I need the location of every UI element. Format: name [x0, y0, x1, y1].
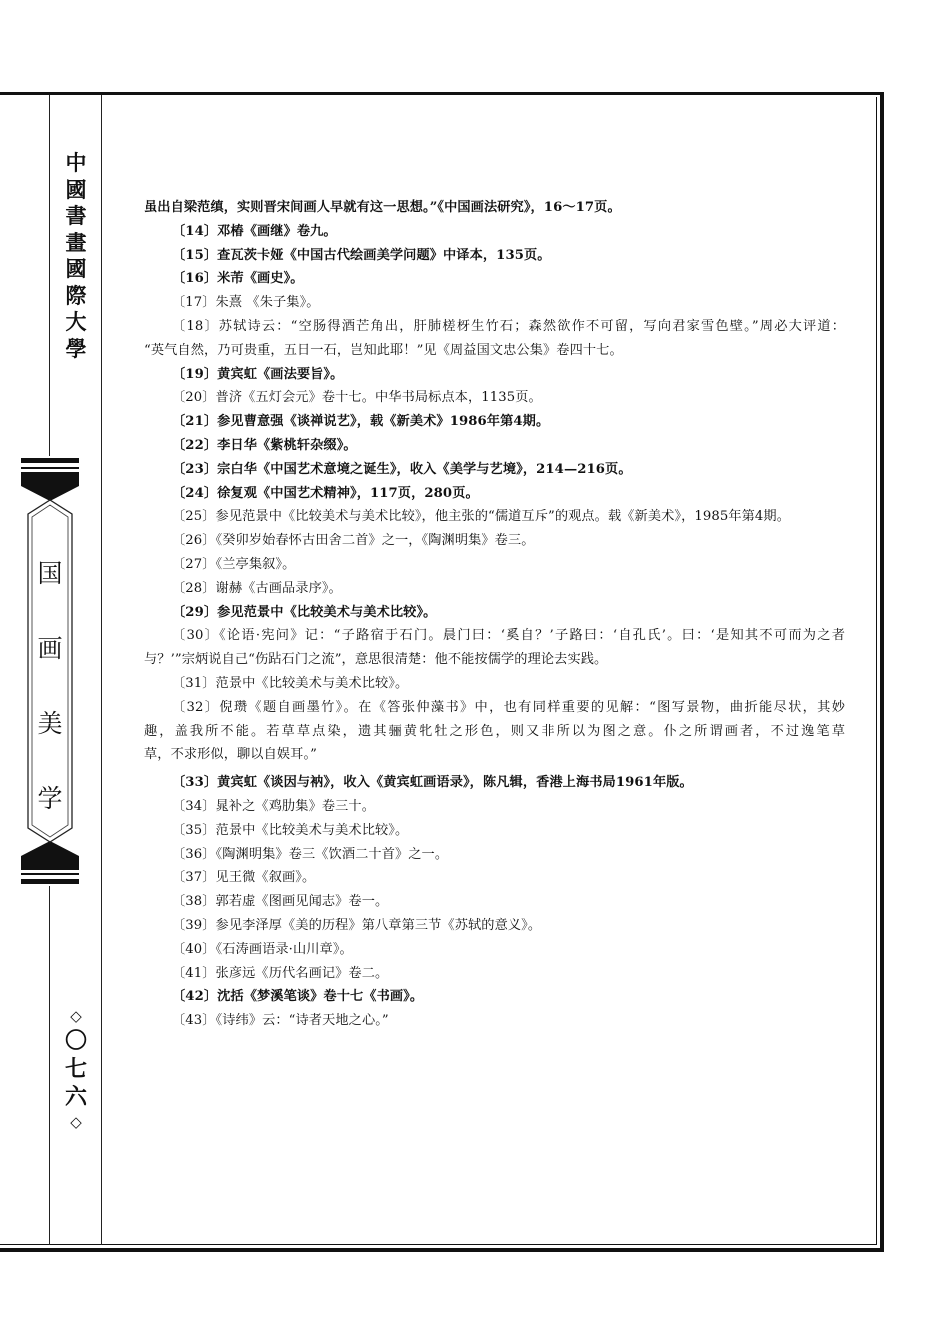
page-frame-bottom-inner [0, 1244, 877, 1245]
note-line: 〔25〕参见范景中《比较美术与美术比较》，他主张的“儒道互斥”的观点。载《新美术》，1985年第4期。 [172, 509, 790, 525]
school-name-char: 國 [65, 257, 87, 281]
book-title [30, 536, 70, 836]
endnotes [144, 196, 845, 1033]
note-line: 〔15〕查瓦茨卡娅《中国古代绘画美学问题》中译本，135页。 [172, 247, 551, 263]
school-name-char: 中 [65, 151, 87, 175]
note-line: 〔39〕参见李泽厚《美的历程》第八章第三节《苏轼的意义》。 [172, 917, 542, 933]
note-line: 〔22〕李日华《紫桃轩杂缀》。 [172, 437, 357, 453]
note-line: 〔32〕倪瓒《题自画墨竹》。在《答张仲藻书》中，也有同样重要的见解：“图写景物，曲折能尽状，其妙 [172, 699, 845, 715]
note-line: 〔28〕谢赫《古画品录序》。 [172, 580, 342, 596]
note-line: 〔27〕《兰亭集叙》。 [172, 556, 296, 572]
page-frame-right [880, 92, 884, 1252]
school-name [60, 150, 92, 362]
note-line: 〔36〕《陶渊明集》卷三《饮酒二十首》之一。 [172, 846, 449, 862]
book-title-char: 学 [37, 784, 63, 813]
note-line: 〔19〕黄宾虹《画法要旨》。 [172, 366, 344, 382]
note-line: 〔43〕《诗纬》云：“诗者天地之心。” [172, 1013, 389, 1029]
note-line: 〔14〕邓椿《画继》卷九。 [172, 223, 337, 239]
school-name-char: 書 [65, 204, 87, 228]
spine-right-rule [101, 95, 102, 1245]
note-line: 与？’”宗炳说自己“伤跕石门之流”，意思很清楚：他不能按儒学的理论去实践。 [144, 652, 608, 668]
note-line: 〔30〕《论语·宪问》记：“子路宿于石门。晨门曰：‘奚自？’子路曰：‘自孔氏’。曰：‘是知其不可而为之者 [172, 628, 845, 644]
note-line: 〔18〕苏轼诗云：“空肠得酒芒角出，肝肺槎枒生竹石；森然欲作不可留，写向君家雪色壁。”周必大评道： [172, 318, 845, 334]
note-line: 〔16〕米芾《画史》。 [172, 271, 304, 287]
book-title-char: 画 [37, 634, 63, 663]
note-line: 虽出自梁范缜，实则晋宋间画人早就有这一思想。”《中国画法研究》，16～17页。 [144, 200, 621, 215]
note-line: 〔38〕郭若虚《图画见闻志》卷一。 [172, 894, 389, 910]
note-line: 草，不求形似，聊以自娱耳。” [144, 747, 317, 763]
page-number-digit: 六 [64, 1084, 87, 1110]
note-line: 〔20〕普济《五灯会元》卷十七。中华书局标点本，1135页。 [172, 390, 542, 406]
note-line: 〔35〕范景中《比较美术与美术比较》。 [172, 822, 409, 838]
school-name-char: 大 [65, 310, 87, 334]
note-line: 〔40〕《石涛画语录·山川章》。 [172, 941, 353, 957]
note-line: 〔17〕朱熹 《朱子集》。 [172, 295, 320, 311]
school-name-char: 畫 [65, 230, 87, 255]
diamond-icon: ◇ [70, 1007, 82, 1025]
note-line: 〔33〕黄宾虹《谈因与衲》，收入《黄宾虹画语录》，陈凡辑，香港上海书局1961年版。 [172, 775, 693, 791]
diamond-icon: ◇ [70, 1113, 82, 1131]
book-title-char: 国 [37, 559, 63, 588]
note-line: “英气自然，乃可贵重，五日一石，岂知此耶！”见《周益国文忠公集》卷四十七。 [144, 342, 623, 358]
page-frame-right-inner [876, 97, 877, 1245]
note-line: 〔31〕范景中《比较美术与美术比较》。 [172, 675, 409, 691]
school-name-char: 際 [65, 283, 87, 308]
book-title-char: 美 [37, 709, 63, 738]
page-frame-bottom [0, 1248, 884, 1252]
page-number [58, 1005, 94, 1133]
school-name-char: 國 [65, 177, 87, 202]
note-line: 〔42〕沈括《梦溪笔谈》卷十七《书画》。 [172, 989, 424, 1005]
note-line: 〔34〕晁补之《鸡肋集》卷三十。 [172, 798, 376, 814]
school-name-char: 學 [65, 336, 87, 361]
note-line: 趣，盖我所不能。若草草点染，遗其骊黄牝牡之形色，则又非所以为图之意。仆之所谓画者，不过逸笔草 [144, 723, 845, 739]
note-line: 〔23〕宗白华《中国艺术意境之诞生》，收入《美学与艺境》，214—216页。 [172, 461, 632, 477]
note-line: 〔26〕《癸卯岁始春怀古田舍二首》之一，《陶渊明集》卷三。 [172, 533, 535, 549]
page-number-digit: 〇 [64, 1028, 87, 1054]
note-line: 〔29〕参见范景中《比较美术与美术比较》。 [172, 604, 437, 620]
page-number-digit: 七 [64, 1056, 87, 1082]
page-frame-top [0, 92, 884, 95]
note-line: 〔24〕徐复观《中国艺术精神》，117页，280页。 [172, 485, 479, 501]
note-line: 〔37〕见王微《叙画》。 [172, 870, 316, 886]
note-line: 〔21〕参见曹意强《谈禅说艺》，载《新美术》1986年第4期。 [172, 414, 550, 430]
note-line: 〔41〕张彦远《历代名画记》卷二。 [172, 965, 389, 981]
